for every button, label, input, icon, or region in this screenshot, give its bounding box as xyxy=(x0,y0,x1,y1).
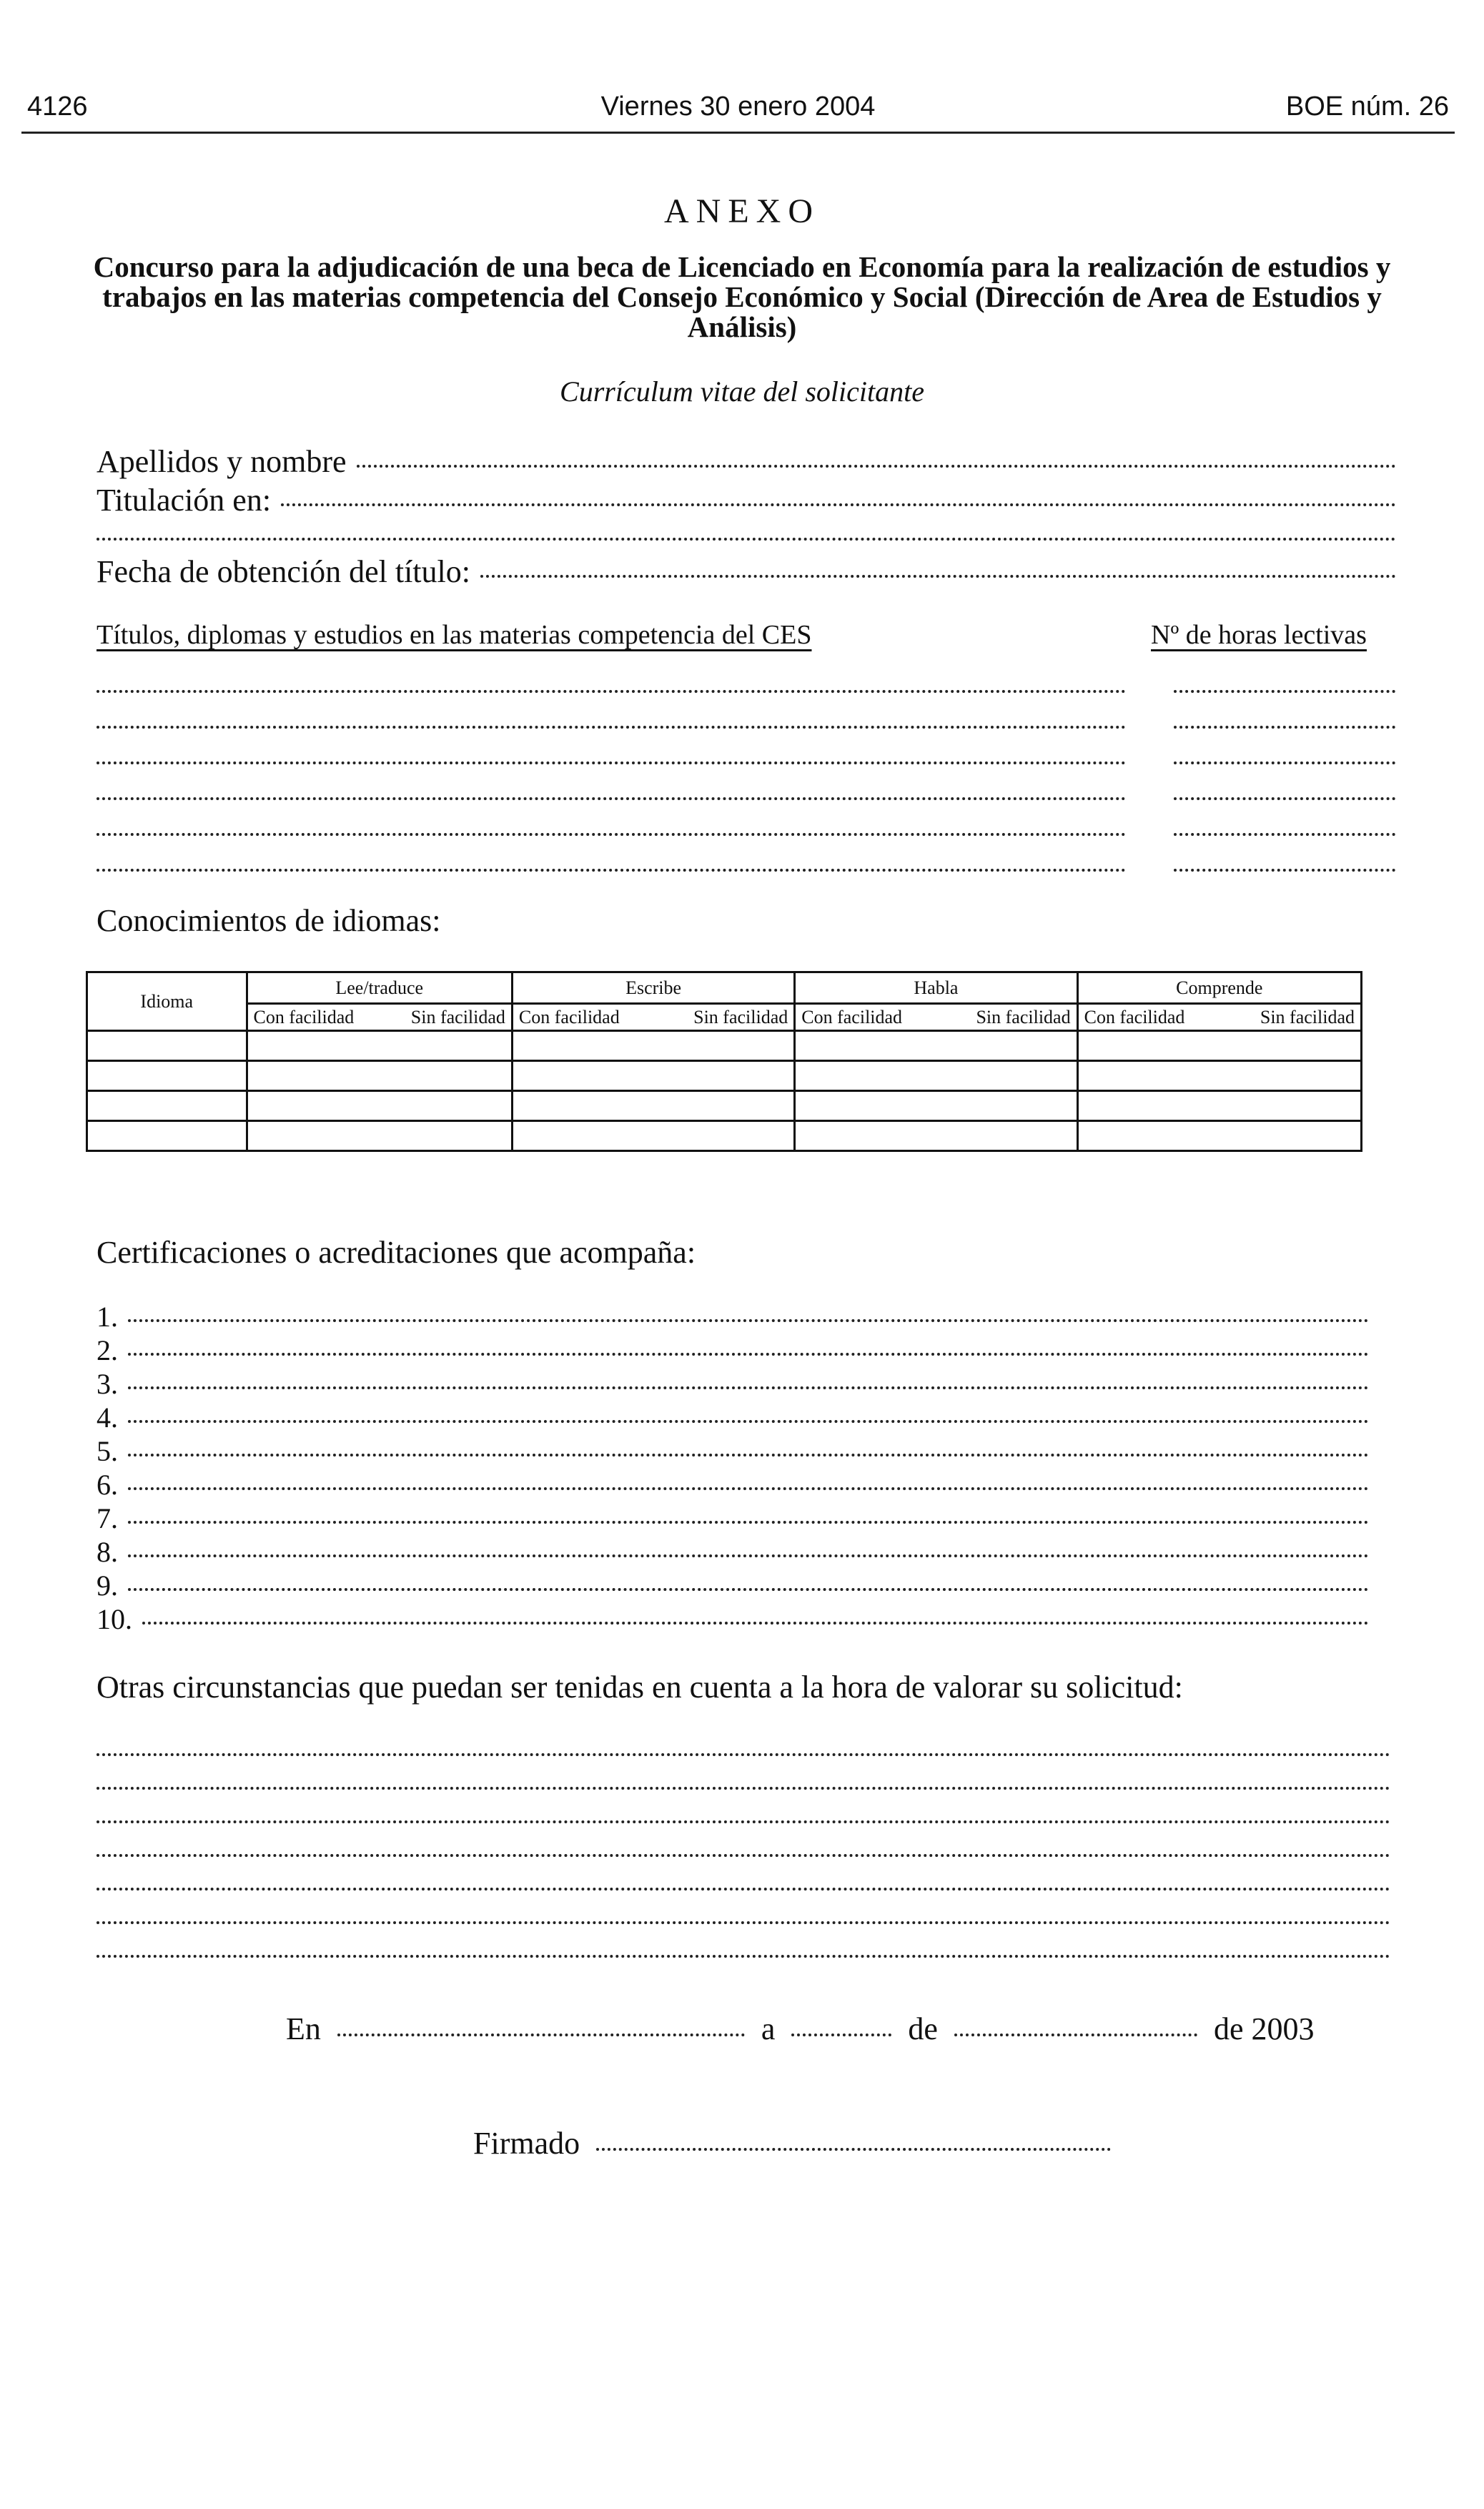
other-dotted-line[interactable] xyxy=(97,1921,1390,1924)
without-ease-label: Sin facilidad xyxy=(693,1006,788,1027)
name-field[interactable] xyxy=(97,443,1396,480)
language-row[interactable] xyxy=(87,1061,1362,1091)
language-column-header: Idioma xyxy=(87,972,247,1031)
study-hours-line[interactable] xyxy=(1174,761,1395,764)
certification-item[interactable] xyxy=(97,1468,1369,1502)
with-ease-label: Con facilidad xyxy=(253,1006,355,1027)
answer-cell[interactable] xyxy=(795,1121,1077,1151)
study-title-line[interactable] xyxy=(97,761,1126,764)
group-speak-header: Habla xyxy=(795,972,1077,1004)
certification-number: 10. xyxy=(97,1603,132,1635)
language-row[interactable] xyxy=(87,1121,1362,1151)
certification-number: 8. xyxy=(97,1536,118,1568)
signed-label: Firmado xyxy=(473,2126,580,2161)
language-cell[interactable] xyxy=(87,1061,247,1091)
place-prefix: En xyxy=(286,2011,321,2046)
answer-cell[interactable] xyxy=(512,1121,794,1151)
degree-dotted-line-2[interactable] xyxy=(97,538,1396,541)
answer-cell[interactable] xyxy=(512,1031,794,1061)
certifications-label: Certificaciones o acreditaciones que acompaña: xyxy=(97,1235,696,1270)
certification-number: 6. xyxy=(97,1469,118,1501)
cv-subtitle: Currículum vitae del solicitante xyxy=(560,375,924,408)
other-label: Otras circunstancias que puedan ser tenidas en cuenta a la hora de valorar su solicitud: xyxy=(97,1670,1183,1705)
answer-cell[interactable] xyxy=(247,1031,512,1061)
study-title-line[interactable] xyxy=(97,690,1126,693)
certification-dotted-line xyxy=(142,1622,1369,1625)
language-row[interactable] xyxy=(87,1031,1362,1061)
study-hours-line[interactable] xyxy=(1174,833,1395,836)
certification-item[interactable] xyxy=(97,1569,1369,1602)
answer-cell[interactable] xyxy=(247,1121,512,1151)
certification-dotted-line xyxy=(128,1420,1369,1423)
year-suffix: de 2003 xyxy=(1213,2011,1315,2046)
study-hours-line[interactable] xyxy=(1174,726,1395,729)
without-ease-label: Sin facilidad xyxy=(410,1006,505,1027)
languages-label: Conocimientos de idiomas: xyxy=(97,903,441,938)
place-field[interactable] xyxy=(337,2034,745,2036)
certification-number: 4. xyxy=(97,1401,118,1434)
other-dotted-line[interactable] xyxy=(97,1787,1390,1790)
language-cell[interactable] xyxy=(87,1121,247,1151)
languages-table xyxy=(86,971,1362,1152)
certification-item[interactable] xyxy=(97,1434,1369,1468)
certification-dotted-line xyxy=(128,1554,1369,1557)
with-ease-label: Con facilidad xyxy=(518,1006,620,1027)
certification-dotted-line xyxy=(128,1521,1369,1524)
issue-date: Viernes 30 enero 2004 xyxy=(600,92,876,122)
certification-item[interactable] xyxy=(97,1602,1369,1636)
degree-field[interactable] xyxy=(97,482,1396,518)
date-dotted-line xyxy=(480,575,1396,578)
day-prefix: a xyxy=(761,2011,776,2046)
study-title-line[interactable] xyxy=(97,869,1126,872)
answer-cell[interactable] xyxy=(795,1091,1077,1121)
answer-cell[interactable] xyxy=(1077,1121,1361,1151)
annex-heading: Concurso para la adjudicación de una beca de Licenciado en Economía para la realización de estudios y trabajos en las materias competencia del Consejo Económico y Social (Dirección de Area de Estudios y Análisis) xyxy=(93,250,1391,343)
with-ease-label: Con facilidad xyxy=(801,1006,903,1027)
group-understand-header: Comprende xyxy=(1077,972,1361,1004)
certification-dotted-line xyxy=(128,1487,1369,1490)
certification-dotted-line xyxy=(128,1588,1369,1591)
month-prefix: de xyxy=(908,2011,938,2046)
answer-cell[interactable] xyxy=(795,1031,1077,1061)
day-field[interactable] xyxy=(791,2034,891,2036)
study-hours-line[interactable] xyxy=(1174,797,1395,800)
answer-cell[interactable] xyxy=(795,1061,1077,1091)
answer-cell[interactable] xyxy=(1077,1091,1361,1121)
language-cell[interactable] xyxy=(87,1031,247,1061)
degree-label: Titulación en: xyxy=(97,483,272,518)
read-subheaders xyxy=(247,1004,512,1031)
without-ease-label: Sin facilidad xyxy=(976,1006,1071,1027)
certification-dotted-line xyxy=(128,1319,1369,1322)
group-write-header: Escribe xyxy=(512,972,794,1004)
page-number: 4126 xyxy=(27,92,88,122)
degree-dotted-line xyxy=(281,503,1396,506)
write-subheaders xyxy=(512,1004,794,1031)
speak-subheaders xyxy=(795,1004,1077,1031)
other-dotted-line[interactable] xyxy=(97,1854,1390,1857)
certification-item[interactable] xyxy=(97,1502,1369,1535)
answer-cell[interactable] xyxy=(512,1061,794,1091)
study-title-line[interactable] xyxy=(97,833,1126,836)
study-hours-line[interactable] xyxy=(1174,690,1395,693)
answer-cell[interactable] xyxy=(1077,1061,1361,1091)
date-field[interactable] xyxy=(97,553,1396,590)
study-title-line[interactable] xyxy=(97,797,1126,800)
certification-item[interactable] xyxy=(97,1535,1369,1569)
other-dotted-line[interactable] xyxy=(97,1753,1390,1756)
studies-header: Títulos, diplomas y estudios en las materias competencia del CES xyxy=(97,620,812,650)
certification-item[interactable] xyxy=(97,1334,1369,1367)
annex-title: ANEXO xyxy=(664,192,820,230)
certification-item[interactable] xyxy=(97,1300,1369,1334)
language-cell[interactable] xyxy=(87,1091,247,1121)
running-header xyxy=(21,92,1455,134)
other-dotted-line[interactable] xyxy=(97,1955,1390,1958)
date-label: Fecha de obtención del título: xyxy=(97,554,470,589)
answer-cell[interactable] xyxy=(247,1091,512,1121)
certification-number: 1. xyxy=(97,1301,118,1333)
certification-number: 2. xyxy=(97,1334,118,1366)
understand-subheaders xyxy=(1077,1004,1361,1031)
language-row[interactable] xyxy=(87,1091,1362,1121)
study-hours-line[interactable] xyxy=(1174,869,1395,872)
certification-item[interactable] xyxy=(97,1367,1369,1401)
hours-header: Nº de horas lectivas xyxy=(1151,620,1367,650)
other-dotted-line[interactable] xyxy=(97,1820,1390,1823)
with-ease-label: Con facilidad xyxy=(1084,1006,1185,1027)
certification-item[interactable] xyxy=(97,1401,1369,1434)
signature-field[interactable] xyxy=(596,2148,1111,2151)
certification-number: 7. xyxy=(97,1502,118,1534)
certification-number: 9. xyxy=(97,1569,118,1602)
group-read-header: Lee/traduce xyxy=(247,972,512,1004)
month-field[interactable] xyxy=(954,2034,1197,2036)
signed-line xyxy=(473,2125,1111,2162)
certification-number: 3. xyxy=(97,1368,118,1400)
answer-cell[interactable] xyxy=(512,1091,794,1121)
without-ease-label: Sin facilidad xyxy=(1260,1006,1355,1027)
certification-dotted-line xyxy=(128,1353,1369,1356)
certification-dotted-line xyxy=(128,1454,1369,1456)
certification-dotted-line xyxy=(128,1386,1369,1389)
study-title-line[interactable] xyxy=(97,726,1126,729)
place-date-line xyxy=(286,2011,1314,2047)
certification-number: 5. xyxy=(97,1435,118,1467)
answer-cell[interactable] xyxy=(1077,1031,1361,1061)
name-dotted-line xyxy=(357,465,1396,468)
issue-number: BOE núm. 26 xyxy=(1285,92,1449,122)
answer-cell[interactable] xyxy=(247,1061,512,1091)
name-label: Apellidos y nombre xyxy=(97,444,347,479)
other-dotted-line[interactable] xyxy=(97,1888,1390,1891)
